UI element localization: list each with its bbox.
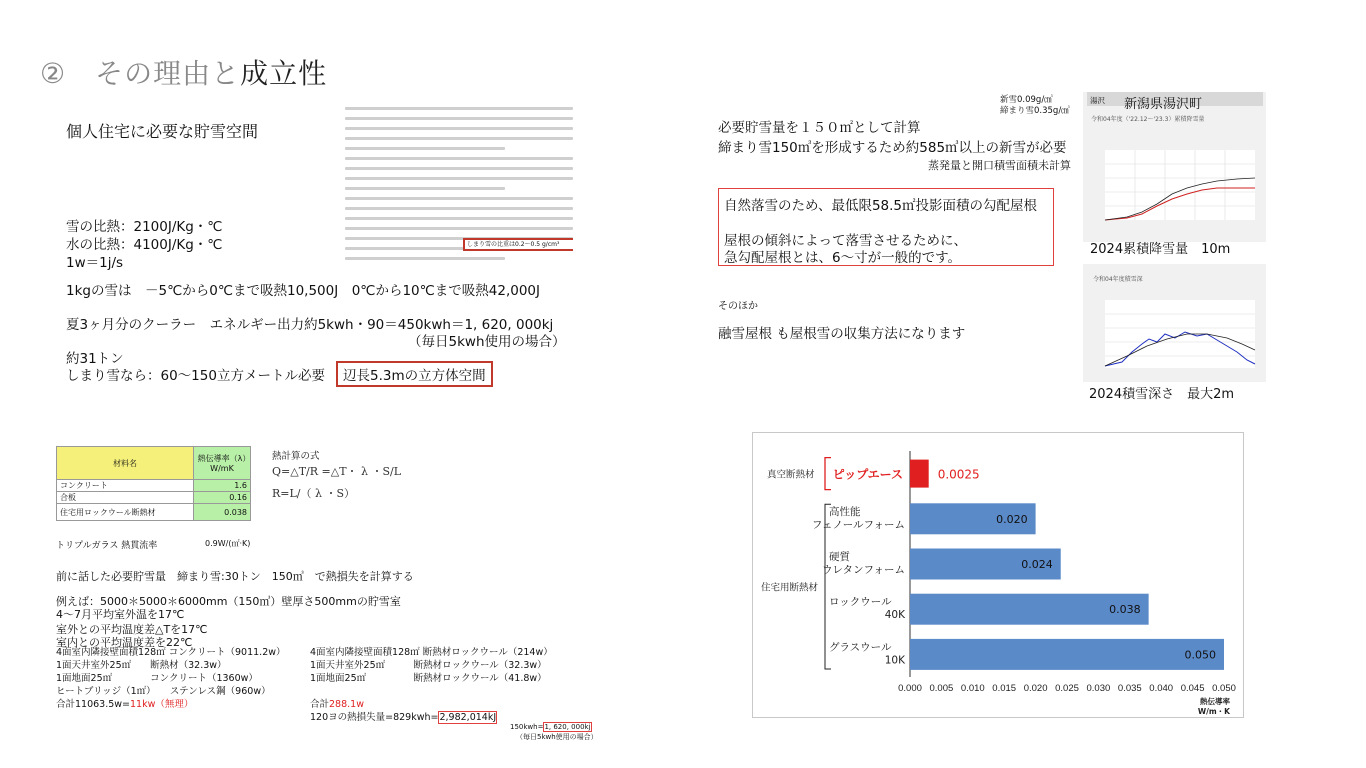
case1-line: ヒートブリッジ（1㎡） ステンレス鋼（960w） (56, 686, 271, 697)
category-label: ウレタンフォーム (821, 564, 905, 576)
snow-depth-chart (1083, 264, 1266, 382)
case1-line: 1面地面25㎡ コンクリート（1360w） (56, 673, 258, 684)
x-axis-label: 熱伝導率 (1200, 697, 1230, 706)
category-label: フェノールフォーム (811, 518, 905, 531)
x-axis-unit: W/m・K (1197, 707, 1230, 716)
x-tick-label: 0.010 (960, 683, 985, 694)
case2-total: 合計288.1w (310, 699, 364, 710)
chart1-place: 新潟県湯沢町 (1124, 97, 1203, 112)
chart1-subtitle: 令和04年度（'22.12～'23.3）累積降雪量 (1091, 116, 1205, 123)
data-label: 0.038 (1109, 603, 1141, 617)
x-tick-label: 0.040 (1149, 683, 1174, 694)
chart1-tag: 湯沢 (1090, 96, 1105, 105)
example-line-2: 4～7月平均室外温を17℃ (56, 608, 185, 621)
case1-line: 4面室内隣接壁面積128㎡ コンクリート（9011.2w） (56, 647, 286, 658)
uncalculated-note: 蒸発量と開口積雪面積未計算 (928, 159, 1071, 172)
scanned-document (345, 100, 573, 260)
heat-loss-total: 120ヨの熱損失量=829kwh=2,982,014kJ (310, 712, 497, 723)
roof-area-text: 自然落雪のため、最低限58.5㎡投影面積の勾配屋根 (724, 198, 1038, 214)
cube-space-box: 辺長5.3mの立方体空間 (336, 361, 493, 387)
table-header-conductivity: 熱伝導率（λ）W/mK (194, 447, 251, 480)
data-label: 0.0025 (937, 467, 980, 482)
case1-line: 1面天井室外25㎡ 断熱材（32.3w） (56, 660, 227, 671)
storage-heading: 個人住宅に必要な貯雪空間 (66, 122, 259, 141)
cooler-energy-text: 夏3ヶ月分のクーラー エネルギー出力約5kwh・90＝450kwh＝1, 620, 000kj (66, 317, 554, 333)
x-tick-label: 0.015 (992, 683, 1017, 694)
x-tick-label: 0.025 (1055, 683, 1079, 694)
x-tick-label: 0.045 (1180, 683, 1205, 694)
water-specific-heat: 水の比熱：4100J/Kg・℃ (66, 237, 223, 253)
case2-line: 1面地面25㎡ 断熱材ロックウール（41.8w） (310, 673, 547, 684)
bar-chart-svg (753, 433, 1243, 717)
formula-r: R=L/（ λ ・S） (272, 487, 356, 500)
melting-roof-text: 融雪屋根 も屋根雪の収集方法になります (718, 326, 966, 342)
formula-q: Q=△T/R =△T・ λ ・S/L (272, 465, 402, 478)
slide-title (40, 52, 327, 92)
category-label: 高性能 (829, 505, 861, 518)
category-label: ロックウール (829, 596, 892, 609)
x-tick-label: 0.050 (1212, 683, 1236, 694)
x-tick-label: 0.030 (1086, 683, 1111, 694)
roof-info-box (718, 188, 1054, 266)
material-table (56, 446, 251, 521)
example-line-3: 室外との平均温度差△Tを17℃ (56, 623, 208, 636)
chart1-plot (1087, 144, 1263, 230)
case1-total: 合計11063.5w=11kw（無理） (56, 699, 194, 710)
daily-usage-note: （毎日5kwh使用の場合） (408, 334, 566, 350)
x-tick-label: 0.020 (1023, 683, 1048, 694)
fresh-snow-needed-text: 締まり雪150㎥を形成するため約585㎥以上の新雪が必要 (718, 140, 1067, 156)
chart2-caption: 2024積雪深さ 最大2m (1089, 387, 1235, 402)
title-suffix: 成立性 (240, 57, 328, 90)
table-row: 住宅用ロックウール断熱材 0.038 (57, 504, 251, 521)
case2-column (310, 646, 553, 685)
category-label: ピップエース (832, 467, 903, 482)
group-bracket (825, 458, 831, 490)
group-label: 真空断熱材 (767, 469, 815, 481)
case1-column (56, 646, 286, 711)
bar (910, 639, 1224, 670)
packed-snow-density: 締まり雪0.35g/㎤ (1000, 106, 1070, 116)
thermal-conductivity-chart (752, 432, 1244, 718)
chart2-plot (1087, 294, 1263, 378)
chart2-subtitle: 令和04年度積雪深 (1093, 276, 1143, 283)
calc-intro: 前に話した必要貯雪量 締まり雪:30トン 150㎥ で熱損失を計算する (56, 570, 414, 583)
category-label: グラスウール (829, 641, 892, 654)
fresh-snow-density: 新雪0.09g/㎤ (1000, 95, 1053, 105)
small-energy-note: 150kwh=1, 620, 000kj (510, 723, 591, 731)
formula-title: 熱計算の式 (272, 451, 320, 462)
snow-specific-heat: 雪の比熱：2100J/Kg・℃ (66, 219, 223, 235)
category-label: 硬質 (829, 551, 850, 563)
small-usage-note: （毎日5kwh使用の場合） (516, 733, 598, 741)
x-tick-label: 0.035 (1117, 683, 1142, 694)
category-label: 10K (884, 654, 905, 667)
table-header-material: 材料名 (57, 447, 194, 480)
triple-glass-value: 0.9W/(㎡·K) (205, 539, 251, 548)
x-tick-label: 0.000 (898, 683, 922, 694)
other-label: そのほか (718, 301, 758, 312)
example-line-1: 例えば：5000＊5000＊6000mm（150㎥）壁厚さ500mmの貯雪室 (56, 595, 401, 608)
weight-text: 約31トン (66, 351, 124, 367)
data-label: 0.050 (1184, 648, 1216, 662)
case2-line: 4面室内隣接壁面積128㎡ 断熱材ロックウール（214w） (310, 647, 553, 658)
triple-glass-label: トリプルガラス 熱貫流率 (56, 541, 158, 551)
group-label: 住宅用断熱材 (761, 582, 819, 594)
steep-roof-text: 急勾配屋根とは、6～寸が一般的です。 (724, 250, 962, 266)
roof-slope-text: 屋根の傾斜によって落雪させるために、 (724, 233, 967, 249)
volume-needed-text: しまり雪なら：60～150立方メートル必要 (66, 368, 325, 384)
cumulative-snowfall-chart (1083, 92, 1266, 242)
table-row: 合板 0.16 (57, 492, 251, 504)
heat-absorption-text: 1kgの雪は －5℃から0℃まで吸熱10,500J 0℃から10℃まで吸熱42,000J (66, 283, 541, 299)
data-label: 0.020 (996, 512, 1028, 526)
category-label: 40K (884, 609, 905, 622)
x-tick-label: 0.005 (929, 683, 954, 694)
table-row: コンクリート 1.6 (57, 480, 251, 492)
case2-line: 1面天井室外25㎡ 断熱材ロックウール（32.3w） (310, 660, 547, 671)
watt-definition: 1w＝1j/s (66, 255, 124, 271)
example-line-4: 室内との平均温度差を22℃ (56, 636, 193, 649)
chart1-caption: 2024累積降雪量 10m (1090, 242, 1231, 257)
scan-highlight-box: しまり雪の比重は0.2～0.5 g/cm³ (463, 238, 573, 251)
data-label: 0.024 (1021, 558, 1053, 571)
bar (910, 460, 929, 488)
required-snow-text: 必要貯雪量を１５０㎡として計算 (718, 120, 921, 136)
title-prefix: ② その理由と (40, 57, 241, 90)
